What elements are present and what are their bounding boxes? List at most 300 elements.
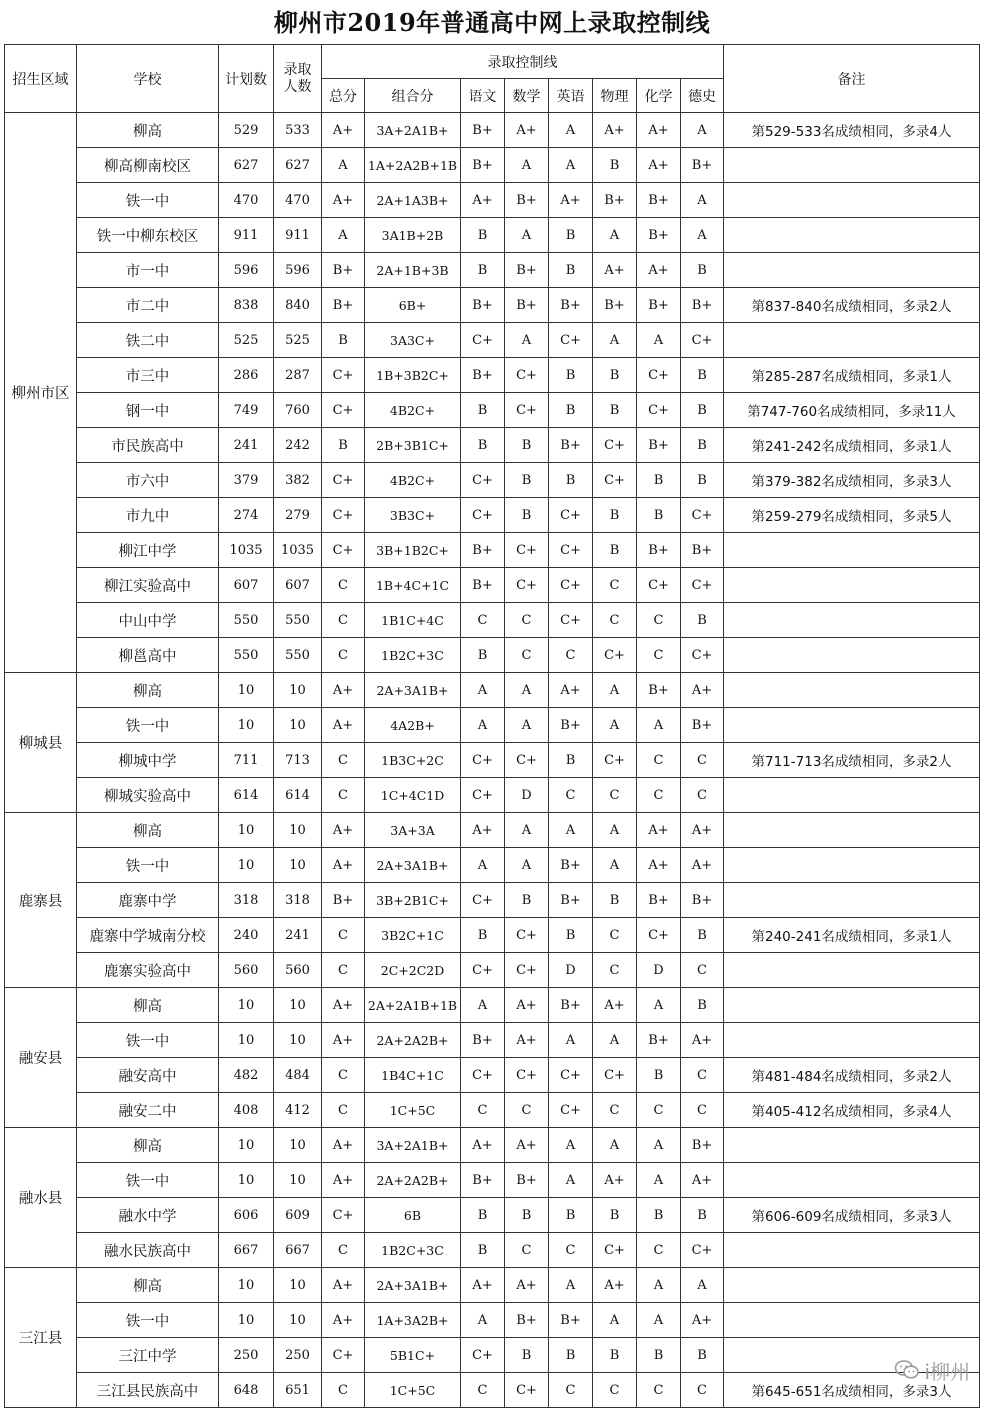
chemistry-cell: B [637, 1338, 681, 1373]
plan-cell: 606 [219, 1198, 274, 1233]
morality-cell: A [681, 1268, 724, 1303]
note-cell: 第837-840名成绩相同，多录2人 [724, 288, 980, 323]
table-row [5, 393, 980, 428]
chemistry-cell: D [637, 953, 681, 988]
combo-cell: 1B2C+3C [365, 1233, 461, 1268]
table-row [5, 1163, 980, 1198]
combo-cell: 1C+5C [365, 1373, 461, 1408]
english-cell: C [549, 1373, 593, 1408]
school-cell: 铁一中 [77, 1303, 219, 1338]
physics-cell: C [593, 1373, 637, 1408]
morality-cell: C+ [681, 323, 724, 358]
chinese-cell: C+ [461, 778, 505, 813]
morality-cell: B+ [681, 288, 724, 323]
chinese-cell: B [461, 253, 505, 288]
header-chinese: 语文 [461, 79, 505, 113]
morality-cell: B+ [681, 708, 724, 743]
region-cell: 柳城县 [5, 673, 77, 813]
english-cell: A [549, 1163, 593, 1198]
plan-cell: 838 [219, 288, 274, 323]
morality-cell: B [681, 393, 724, 428]
math-cell: A+ [505, 1268, 549, 1303]
physics-cell: C [593, 778, 637, 813]
table-row [5, 1198, 980, 1233]
admit-cell: 550 [274, 603, 322, 638]
total-cell: C+ [322, 1338, 365, 1373]
total-cell: C [322, 918, 365, 953]
school-cell: 柳高柳南校区 [77, 148, 219, 183]
total-cell: C [322, 1093, 365, 1128]
total-cell: C+ [322, 393, 365, 428]
admit-cell: 667 [274, 1233, 322, 1268]
plan-cell: 911 [219, 218, 274, 253]
math-cell: C [505, 638, 549, 673]
school-cell: 铁一中 [77, 708, 219, 743]
chinese-cell: C+ [461, 1338, 505, 1373]
english-cell: A [549, 113, 593, 148]
table-row [5, 743, 980, 778]
note-cell: 第241-242名成绩相同，多录1人 [724, 428, 980, 463]
admit-cell: 525 [274, 323, 322, 358]
header-combo: 组合分 [365, 79, 461, 113]
plan-cell: 10 [219, 813, 274, 848]
note-cell: 第606-609名成绩相同，多录3人 [724, 1198, 980, 1233]
physics-cell: A [593, 813, 637, 848]
english-cell: B+ [549, 883, 593, 918]
total-cell: A+ [322, 988, 365, 1023]
physics-cell: C+ [593, 428, 637, 463]
table-row [5, 323, 980, 358]
school-cell: 柳高 [77, 113, 219, 148]
physics-cell: B [593, 883, 637, 918]
chinese-cell: C+ [461, 883, 505, 918]
total-cell: B [322, 428, 365, 463]
note-cell [724, 638, 980, 673]
combo-cell: 3B+1B2C+ [365, 533, 461, 568]
admit-cell: 10 [274, 1023, 322, 1058]
admit-cell: 250 [274, 1338, 322, 1373]
math-cell: B [505, 1198, 549, 1233]
chemistry-cell: B [637, 1058, 681, 1093]
plan-cell: 10 [219, 1023, 274, 1058]
total-cell: A+ [322, 183, 365, 218]
morality-cell: B [681, 988, 724, 1023]
math-cell: C+ [505, 533, 549, 568]
combo-cell: 2A+2A1B+1B [365, 988, 461, 1023]
admit-cell: 242 [274, 428, 322, 463]
math-cell: B+ [505, 288, 549, 323]
total-cell: B+ [322, 253, 365, 288]
combo-cell: 2A+1A3B+ [365, 183, 461, 218]
header-admit [274, 45, 322, 113]
school-cell: 柳江中学 [77, 533, 219, 568]
page-title: 柳州市2019年普通高中网上录取控制线 [273, 8, 711, 37]
note-cell: 第645-651名成绩相同，多录3人 [724, 1373, 980, 1408]
admit-cell: 10 [274, 1128, 322, 1163]
physics-cell: B [593, 1198, 637, 1233]
english-cell: C+ [549, 603, 593, 638]
combo-cell: 3A1B+2B [365, 218, 461, 253]
math-cell: C+ [505, 1373, 549, 1408]
admit-cell: 10 [274, 673, 322, 708]
note-cell [724, 778, 980, 813]
physics-cell: B+ [593, 288, 637, 323]
english-cell: B [549, 743, 593, 778]
morality-cell: A [681, 218, 724, 253]
header-admit-text: 录取人数 [283, 61, 312, 95]
combo-cell: 2B+3B1C+ [365, 428, 461, 463]
note-cell [724, 953, 980, 988]
total-cell: C [322, 1233, 365, 1268]
chemistry-cell: A [637, 1128, 681, 1163]
morality-cell: B [681, 428, 724, 463]
school-cell: 融安高中 [77, 1058, 219, 1093]
english-cell: C+ [549, 323, 593, 358]
chemistry-cell: C [637, 743, 681, 778]
note-cell [724, 883, 980, 918]
physics-cell: C [593, 953, 637, 988]
english-cell: A [549, 148, 593, 183]
total-cell: C [322, 568, 365, 603]
note-cell [724, 1268, 980, 1303]
header-morality: 德史 [681, 79, 724, 113]
physics-cell: A+ [593, 988, 637, 1023]
chinese-cell: A [461, 988, 505, 1023]
table-row [5, 498, 980, 533]
plan-cell: 10 [219, 1128, 274, 1163]
chinese-cell: A+ [461, 183, 505, 218]
total-cell: C+ [322, 358, 365, 393]
school-cell: 鹿寨实验高中 [77, 953, 219, 988]
chemistry-cell: C [637, 1093, 681, 1128]
chemistry-cell: C [637, 778, 681, 813]
school-cell: 铁一中 [77, 848, 219, 883]
region-cell: 柳州市区 [5, 113, 77, 673]
chemistry-cell: A+ [637, 848, 681, 883]
combo-cell: 4A2B+ [365, 708, 461, 743]
morality-cell: C [681, 778, 724, 813]
combo-cell: 2A+1B+3B [365, 253, 461, 288]
school-cell: 柳高 [77, 673, 219, 708]
plan-cell: 711 [219, 743, 274, 778]
morality-cell: C [681, 1093, 724, 1128]
chemistry-cell: B [637, 463, 681, 498]
total-cell: A+ [322, 708, 365, 743]
plan-cell: 550 [219, 638, 274, 673]
note-cell [724, 183, 980, 218]
chemistry-cell: B+ [637, 218, 681, 253]
math-cell: C [505, 1093, 549, 1128]
school-cell: 融安二中 [77, 1093, 219, 1128]
note-cell: 第405-412名成绩相同，多录4人 [724, 1093, 980, 1128]
total-cell: B+ [322, 883, 365, 918]
math-cell: B+ [505, 183, 549, 218]
table-row [5, 288, 980, 323]
note-cell [724, 708, 980, 743]
morality-cell: A+ [681, 848, 724, 883]
physics-cell: A [593, 673, 637, 708]
english-cell: D [549, 953, 593, 988]
math-cell: B+ [505, 1303, 549, 1338]
admit-cell: 607 [274, 568, 322, 603]
morality-cell: A+ [681, 1163, 724, 1198]
chinese-cell: B [461, 428, 505, 463]
table-row [5, 778, 980, 813]
chinese-cell: B+ [461, 568, 505, 603]
table-row [5, 1128, 980, 1163]
physics-cell: C+ [593, 1058, 637, 1093]
plan-cell: 10 [219, 988, 274, 1023]
physics-cell: B [593, 498, 637, 533]
total-cell: A+ [322, 848, 365, 883]
table-row [5, 1093, 980, 1128]
physics-cell: C+ [593, 743, 637, 778]
watermark [894, 1357, 970, 1383]
physics-cell: B [593, 1338, 637, 1373]
total-cell: A+ [322, 1128, 365, 1163]
morality-cell: C [681, 1058, 724, 1093]
total-cell: A+ [322, 673, 365, 708]
region-cell: 融安县 [5, 988, 77, 1128]
plan-cell: 10 [219, 1268, 274, 1303]
english-cell: C [549, 778, 593, 813]
physics-cell: A+ [593, 253, 637, 288]
chemistry-cell: C+ [637, 568, 681, 603]
morality-cell: A [681, 183, 724, 218]
table-row [5, 848, 980, 883]
school-cell: 铁一中 [77, 183, 219, 218]
combo-cell: 6B+ [365, 288, 461, 323]
math-cell: B [505, 498, 549, 533]
math-cell: C+ [505, 1058, 549, 1093]
plan-cell: 1035 [219, 533, 274, 568]
note-cell: 第285-287名成绩相同，多录1人 [724, 358, 980, 393]
note-cell: 第240-241名成绩相同，多录1人 [724, 918, 980, 953]
english-cell: A [549, 1128, 593, 1163]
math-cell: A+ [505, 1128, 549, 1163]
school-cell: 市一中 [77, 253, 219, 288]
school-cell: 市民族高中 [77, 428, 219, 463]
school-cell: 钢一中 [77, 393, 219, 428]
table-row [5, 918, 980, 953]
morality-cell: B [681, 1338, 724, 1373]
school-cell: 铁一中 [77, 1163, 219, 1198]
chemistry-cell: C [637, 1373, 681, 1408]
morality-cell: C+ [681, 638, 724, 673]
school-cell: 铁一中 [77, 1023, 219, 1058]
note-cell [724, 1163, 980, 1198]
chemistry-cell: C+ [637, 393, 681, 428]
total-cell: C [322, 1373, 365, 1408]
combo-cell: 2A+3A1B+ [365, 673, 461, 708]
school-cell: 市九中 [77, 498, 219, 533]
region-cell: 三江县 [5, 1268, 77, 1408]
morality-cell: C+ [681, 1233, 724, 1268]
combo-cell: 2C+2C2D [365, 953, 461, 988]
combo-cell: 4B2C+ [365, 463, 461, 498]
english-cell: C [549, 1233, 593, 1268]
plan-cell: 241 [219, 428, 274, 463]
physics-cell: A [593, 323, 637, 358]
plan-cell: 250 [219, 1338, 274, 1373]
physics-cell: B+ [593, 183, 637, 218]
note-cell [724, 1023, 980, 1058]
chemistry-cell: A+ [637, 113, 681, 148]
school-cell: 柳高 [77, 813, 219, 848]
note-cell [724, 1303, 980, 1338]
table-row [5, 183, 980, 218]
combo-cell: 1B+4C+1C [365, 568, 461, 603]
morality-cell: B+ [681, 533, 724, 568]
total-cell: A+ [322, 813, 365, 848]
note-cell [724, 1233, 980, 1268]
math-cell: B [505, 428, 549, 463]
english-cell: A [549, 1023, 593, 1058]
chinese-cell: C+ [461, 323, 505, 358]
chinese-cell: B+ [461, 1023, 505, 1058]
table-row [5, 1338, 980, 1373]
combo-cell: 3A+2A1B+ [365, 113, 461, 148]
total-cell: C [322, 778, 365, 813]
physics-cell: A [593, 1023, 637, 1058]
header-row-top [5, 45, 980, 79]
chemistry-cell: B+ [637, 428, 681, 463]
chemistry-cell: A [637, 988, 681, 1023]
math-cell: A+ [505, 988, 549, 1023]
morality-cell: B+ [681, 148, 724, 183]
morality-cell: B+ [681, 1128, 724, 1163]
admit-cell: 287 [274, 358, 322, 393]
math-cell: B [505, 883, 549, 918]
school-cell: 鹿寨中学 [77, 883, 219, 918]
physics-cell: C+ [593, 1233, 637, 1268]
physics-cell: C [593, 918, 637, 953]
school-cell: 中山中学 [77, 603, 219, 638]
combo-cell: 3A+3A [365, 813, 461, 848]
school-cell: 融水中学 [77, 1198, 219, 1233]
physics-cell: C [593, 1093, 637, 1128]
morality-cell: B+ [681, 883, 724, 918]
school-cell: 市三中 [77, 358, 219, 393]
combo-cell: 1B1C+4C [365, 603, 461, 638]
plan-cell: 318 [219, 883, 274, 918]
plan-cell: 529 [219, 113, 274, 148]
chinese-cell: C+ [461, 953, 505, 988]
combo-cell: 1B3C+2C [365, 743, 461, 778]
combo-cell: 3B3C+ [365, 498, 461, 533]
school-cell: 铁二中 [77, 323, 219, 358]
note-cell [724, 603, 980, 638]
physics-cell: B [593, 533, 637, 568]
school-cell: 柳城中学 [77, 743, 219, 778]
english-cell: B [549, 218, 593, 253]
chinese-cell: C+ [461, 498, 505, 533]
note-cell [724, 813, 980, 848]
total-cell: C [322, 638, 365, 673]
school-cell: 市六中 [77, 463, 219, 498]
math-cell: C+ [505, 568, 549, 603]
math-cell: A+ [505, 1023, 549, 1058]
plan-cell: 482 [219, 1058, 274, 1093]
chinese-cell: A [461, 848, 505, 883]
admit-cell: 412 [274, 1093, 322, 1128]
physics-cell: A [593, 1128, 637, 1163]
math-cell: B+ [505, 1163, 549, 1198]
chinese-cell: C+ [461, 463, 505, 498]
chinese-cell: C [461, 1373, 505, 1408]
english-cell: B [549, 253, 593, 288]
table-row [5, 708, 980, 743]
school-cell: 柳高 [77, 1128, 219, 1163]
table-row [5, 253, 980, 288]
morality-cell: B [681, 1198, 724, 1233]
admit-cell: 470 [274, 183, 322, 218]
morality-cell: A+ [681, 813, 724, 848]
chinese-cell: B+ [461, 1163, 505, 1198]
table-row [5, 1023, 980, 1058]
chemistry-cell: A [637, 323, 681, 358]
admission-table [4, 44, 980, 1408]
table-row [5, 148, 980, 183]
table-row [5, 638, 980, 673]
chemistry-cell: A [637, 708, 681, 743]
header-chemistry: 化学 [637, 79, 681, 113]
admit-cell: 609 [274, 1198, 322, 1233]
chemistry-cell: C+ [637, 358, 681, 393]
physics-cell: A+ [593, 113, 637, 148]
math-cell: A+ [505, 113, 549, 148]
chinese-cell: C [461, 1093, 505, 1128]
admit-cell: 596 [274, 253, 322, 288]
admit-cell: 10 [274, 1268, 322, 1303]
total-cell: A+ [322, 113, 365, 148]
note-cell [724, 988, 980, 1023]
school-cell: 鹿寨中学城南分校 [77, 918, 219, 953]
plan-cell: 667 [219, 1233, 274, 1268]
table-row [5, 113, 980, 148]
plan-cell: 749 [219, 393, 274, 428]
english-cell: B+ [549, 988, 593, 1023]
english-cell: C+ [549, 1093, 593, 1128]
plan-cell: 614 [219, 778, 274, 813]
note-cell [724, 148, 980, 183]
physics-cell: C [593, 568, 637, 603]
total-cell: B+ [322, 288, 365, 323]
morality-cell: C+ [681, 568, 724, 603]
english-cell: C [549, 638, 593, 673]
english-cell: B [549, 1198, 593, 1233]
morality-cell: B [681, 603, 724, 638]
note-cell [724, 673, 980, 708]
morality-cell: B [681, 358, 724, 393]
math-cell: C+ [505, 918, 549, 953]
physics-cell: A [593, 848, 637, 883]
table-row [5, 428, 980, 463]
chinese-cell: A [461, 1303, 505, 1338]
combo-cell: 3A3C+ [365, 323, 461, 358]
header-math: 数学 [505, 79, 549, 113]
combo-cell: 1B4C+1C [365, 1058, 461, 1093]
table-row [5, 463, 980, 498]
combo-cell: 1B+3B2C+ [365, 358, 461, 393]
total-cell: A+ [322, 1303, 365, 1338]
note-cell [724, 533, 980, 568]
morality-cell: C [681, 953, 724, 988]
chinese-cell: C+ [461, 1058, 505, 1093]
chemistry-cell: B+ [637, 673, 681, 708]
chemistry-cell: A [637, 1303, 681, 1338]
chinese-cell: C+ [461, 743, 505, 778]
